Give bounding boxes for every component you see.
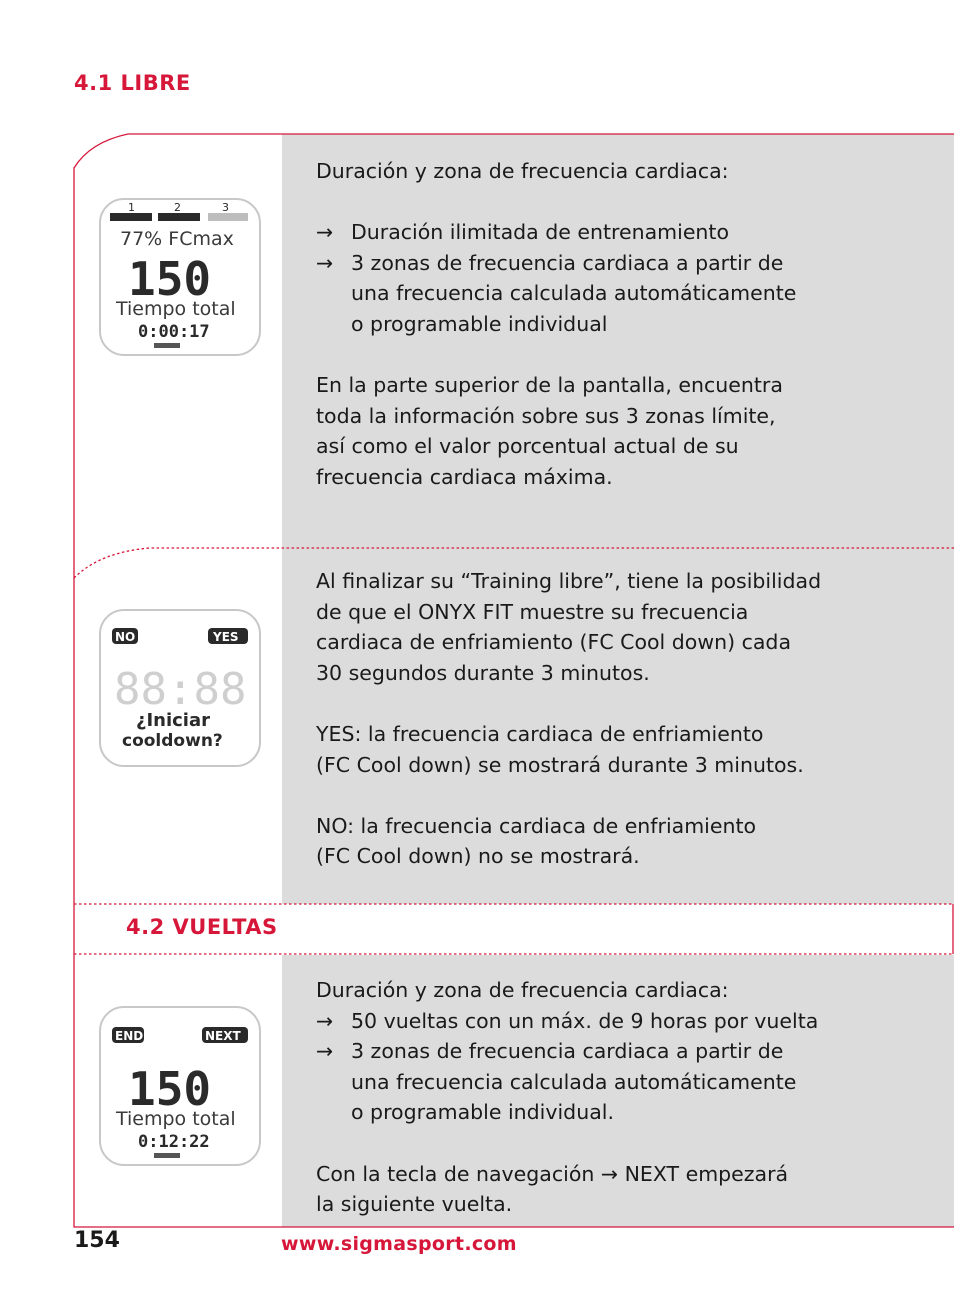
paragraph-line: En la parte superior de la pantalla, encuentra	[316, 373, 783, 398]
paragraph-line: Con la tecla de navegación → NEXT empezará	[316, 1161, 789, 1186]
intro-line: Duración y zona de frecuencia cardiaca:	[316, 159, 729, 183]
blank-digits: 88:88	[114, 664, 247, 715]
paragraph-line: frecuencia cardiaca máxima.	[316, 464, 613, 489]
cooldown-prompt-line1: ¿Iniciar	[136, 710, 210, 731]
total-time-label: Tiempo total	[116, 298, 236, 320]
paragraph-line: cardiaca de enfriamiento (FC Cool down) cada	[316, 630, 792, 655]
bullet-item: → 3 zonas de frecuencia cardiaca a partir de	[316, 1036, 946, 1067]
paragraph-line: de que el ONYX FIT muestre su frecuencia	[316, 599, 749, 624]
yes-button-label: YES	[213, 630, 239, 644]
zone-2-label: 2	[174, 201, 181, 214]
arrow-icon: →	[316, 1039, 334, 1064]
zone-3-label: 3	[222, 201, 229, 214]
hr-percent: 77% FCmax	[120, 228, 234, 250]
lap-time-value: 0:12:22	[138, 1132, 210, 1152]
cooldown-prompt-line2: cooldown?	[122, 731, 223, 751]
end-button-label: END	[115, 1029, 144, 1043]
arrow-icon: →	[316, 1008, 334, 1033]
bullet-continuation: una frecuencia calculada automáticamente	[351, 281, 797, 306]
bullet-continuation: o programable individual.	[351, 1100, 614, 1125]
paragraph-line: la siguiente vuelta.	[316, 1192, 513, 1217]
paragraph-line: toda la información sobre sus 3 zonas límite,	[316, 403, 776, 428]
total-time-value: 0:00:17	[138, 322, 210, 342]
paragraph-line: 30 segundos durante 3 minutos.	[316, 660, 650, 685]
intro-line: Duración y zona de frecuencia cardiaca:	[316, 978, 729, 1002]
bullet-item: → 50 vueltas con un máx. de 9 horas por vuelta	[316, 1006, 946, 1037]
lcd-display-cooldown	[98, 608, 262, 768]
text-block-cooldown	[316, 566, 946, 872]
bullet-continuation: una frecuencia calculada automáticamente	[351, 1069, 797, 1094]
bullet-item: → Duración ilimitada de entrenamiento	[316, 217, 936, 248]
page-number: 154	[74, 1228, 120, 1253]
paragraph-line: así como el valor porcentual actual de su	[316, 434, 739, 459]
paragraph-line: Al finalizar su “Training libre”, tiene la posibilidad	[316, 569, 822, 593]
arrow-icon: →	[316, 220, 334, 245]
arrow-icon: →	[600, 1161, 619, 1186]
text-block-libre	[316, 156, 936, 493]
text-block-vueltas	[316, 975, 946, 1220]
lcd-display-vueltas	[98, 1005, 262, 1169]
paragraph-line: YES: la frecuencia cardiaca de enfriamiento	[316, 721, 764, 746]
paragraph-line: (FC Cool down) se mostrará durante 3 minutos.	[316, 752, 804, 777]
section-title-libre: 4.1 LIBRE	[74, 71, 191, 95]
bullet-item: → 3 zonas de frecuencia cardiaca a partir de	[316, 248, 936, 279]
bullet-continuation: o programable individual	[351, 311, 608, 336]
website-link[interactable]: www.sigmasport.com	[281, 1233, 517, 1255]
no-button-label: NO	[115, 630, 136, 644]
hr-value: 150	[128, 1062, 212, 1116]
section-title-vueltas: 4.2 VUELTAS	[126, 915, 278, 939]
next-button-label: NEXT	[205, 1029, 241, 1043]
lcd-display-libre	[98, 197, 262, 359]
arrow-icon: →	[316, 250, 334, 275]
paragraph-line: (FC Cool down) no se mostrará.	[316, 844, 640, 869]
paragraph-line: NO: la frecuencia cardiaca de enfriamiento	[316, 813, 757, 838]
total-time-label: Tiempo total	[116, 1108, 236, 1130]
hr-value: 150	[128, 252, 212, 306]
zone-1-label: 1	[128, 201, 135, 214]
